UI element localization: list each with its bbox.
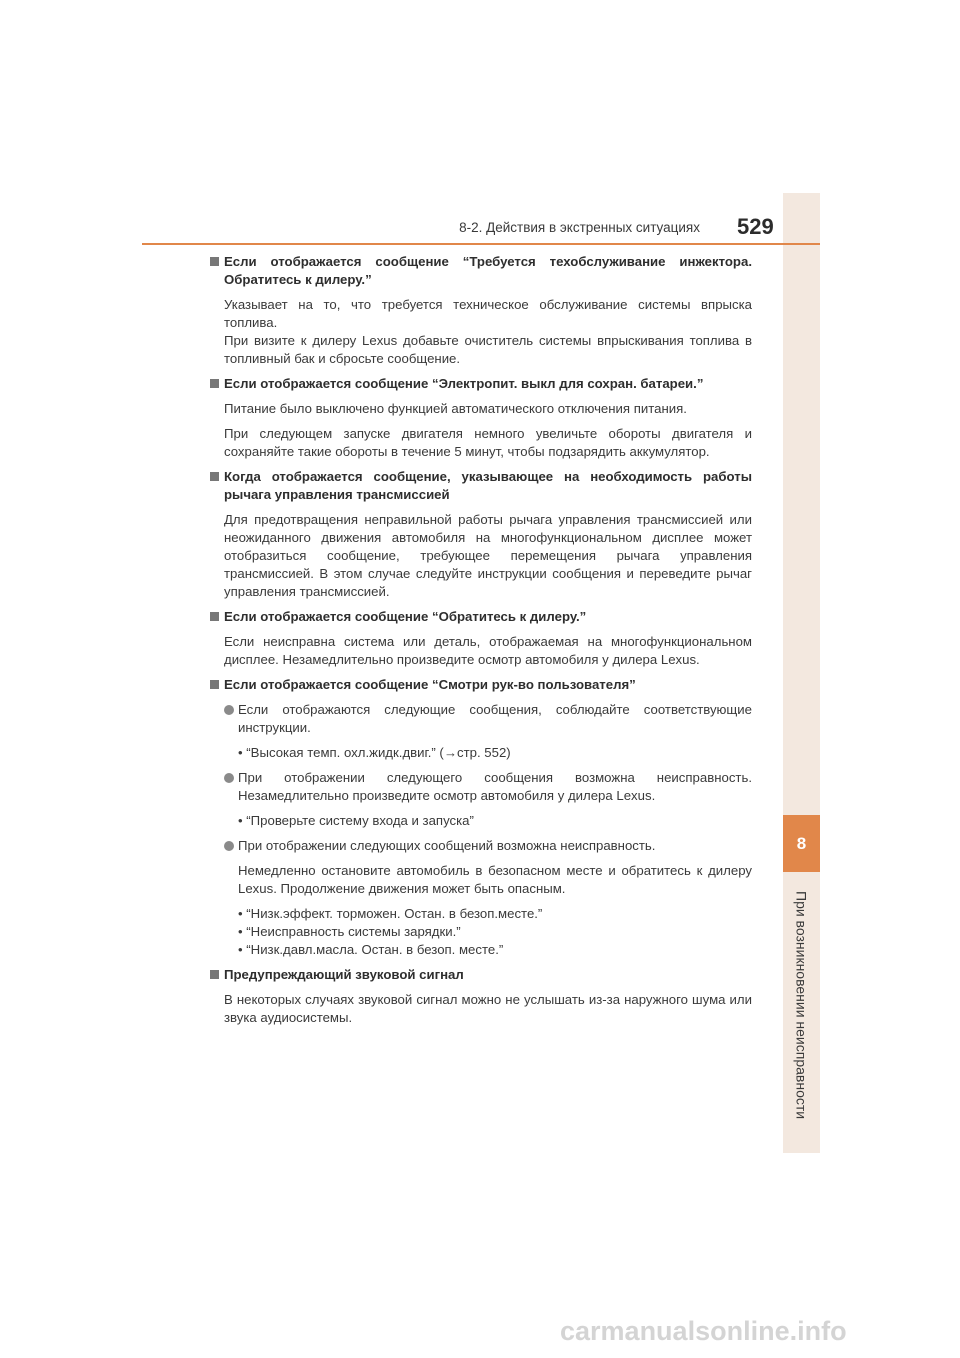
paragraph: Немедленно остановите автомобиль в безопасном месте и обратитесь к дилеру Lexus. Продолжение движения может быть опасным. (238, 863, 752, 896)
message-item: • “Неисправность системы зарядки.” (238, 924, 461, 939)
heading-power-off: Если отображается сообщение “Электропит. выкл для сохран. батареи.” (210, 375, 752, 393)
paragraph: Питание было выключено функцией автоматического отключения питания. (224, 401, 687, 416)
section-title: 8-2. Действия в экстренных ситуациях (459, 220, 700, 235)
paragraph: Если неисправна система или деталь, отображаемая на многофункциональном дисплее. Незамедлительно произведите осмотр автомобиля у дилера Lexus. (224, 634, 752, 667)
paragraph: При следующем запуске двигателя немного увеличьте обороты двигателя и сохраняйте такие обороты в течение 5 минут, чтобы подзарядить аккумулятор. (224, 426, 752, 459)
watermark: carmanualsonline.info (560, 1316, 847, 1346)
message-list (210, 744, 752, 762)
heading-warning-buzzer: Предупреждающий звуковой сигнал (210, 966, 752, 984)
message-list (210, 905, 752, 959)
heading-see-manual: Если отображается сообщение “Смотри рук-во пользователя” (210, 676, 752, 694)
message-list (210, 812, 752, 830)
header-divider (142, 243, 820, 245)
message-item: • “Высокая темп. охл.жидк.двиг.” (→стр. 552) (238, 745, 511, 760)
heading-injector-service: Если отображается сообщение “Требуется техобслуживание инжектора. Обратитесь к дилеру.” (210, 253, 752, 289)
chapter-title-vertical (783, 880, 820, 1130)
heading-contact-dealer: Если отображается сообщение “Обратитесь к дилеру.” (210, 608, 752, 626)
message-item: • “Низк.давл.масла. Остан. в безоп. месте.” (238, 942, 504, 957)
page-content (210, 253, 752, 1034)
paragraph-text: Указывает на то, что требуется техническое обслуживание системы впрыска топлива. (224, 297, 752, 330)
heading-shift-lever: Когда отображается сообщение, указывающее на необходимость работы рычага управления трансмиссией (210, 468, 752, 504)
chapter-number-tab: 8 (783, 815, 820, 872)
message-item: • “Низк.эффект. торможен. Остан. в безоп.месте.” (238, 906, 543, 921)
bullet-item: При отображении следующих сообщений возможна неисправность. (238, 837, 752, 855)
page-number: 529 (737, 214, 774, 239)
paragraph-text: При визите к дилеру Lexus добавьте очиститель системы впрыскивания топлива в топливный бак и сбросьте сообщение. (224, 333, 752, 366)
bullet-item: При отображении следующего сообщения возможна неисправность. Незамедлительно произведите осмотр автомобиля у дилера Lexus. (238, 770, 752, 803)
bullet-item: Если отображаются следующие сообщения, соблюдайте соответствующие инструкции. (238, 702, 752, 735)
paragraph: Для предотвращения неправильной работы рычага управления трансмиссией или неожиданного движения автомобиля на многофункциональном дисплее может отобразиться сообщение, требующее перемещения рычага управления трансмиссией. В этом случае следуйте инструкции сообщения и переведите рычаг управления трансмиссией. (224, 512, 752, 599)
chapter-title: При возникновении неисправности (793, 890, 810, 1120)
message-item: • “Проверьте систему входа и запуска” (238, 813, 474, 828)
paragraph: В некоторых случаях звуковой сигнал можно не услышать из-за наружного шума или звука аудиосистемы. (224, 992, 752, 1025)
paragraph (224, 296, 752, 368)
